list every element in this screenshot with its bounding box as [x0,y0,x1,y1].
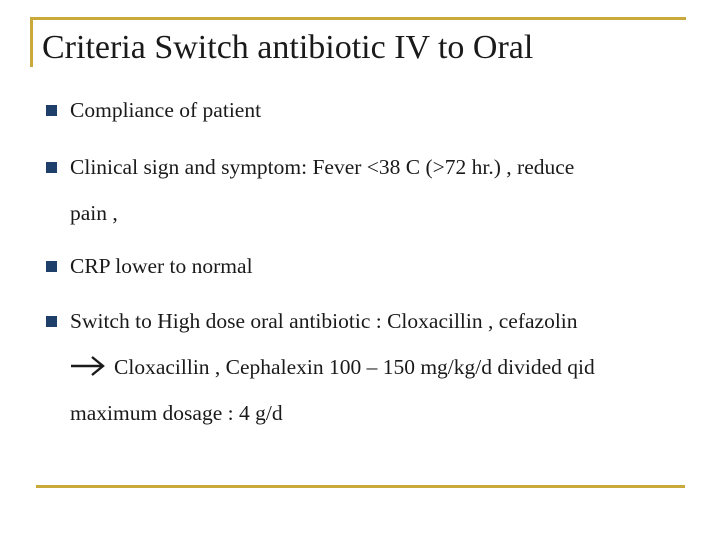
bullet-4-continuation: maximum dosage : 4 g/d [70,401,283,425]
square-bullet-icon [46,162,57,173]
bullet-2-text: Clinical sign and symptom: Fever <38 C (>72 hr.) , reduce [70,155,575,179]
bullet-1-text: Compliance of patient [70,98,262,122]
square-bullet-icon [46,316,57,327]
bullet-2-text-continued: pain , [70,201,118,225]
bullet-3-text: CRP lower to normal [70,254,253,278]
bottom-rule [36,485,685,488]
bullet-4-text: Switch to High dose oral antibiotic : Cloxacillin , cefazolin [70,309,578,333]
square-bullet-icon [46,105,57,116]
left-rule [30,17,33,67]
right-arrow-icon [68,354,108,378]
slide-title: Criteria Switch antibiotic IV to Oral [42,29,534,66]
bullet-4-arrow-text: Cloxacillin , Cephalexin 100 – 150 mg/kg/d divided qid [114,355,595,379]
square-bullet-icon [46,261,57,272]
top-rule [30,17,686,20]
